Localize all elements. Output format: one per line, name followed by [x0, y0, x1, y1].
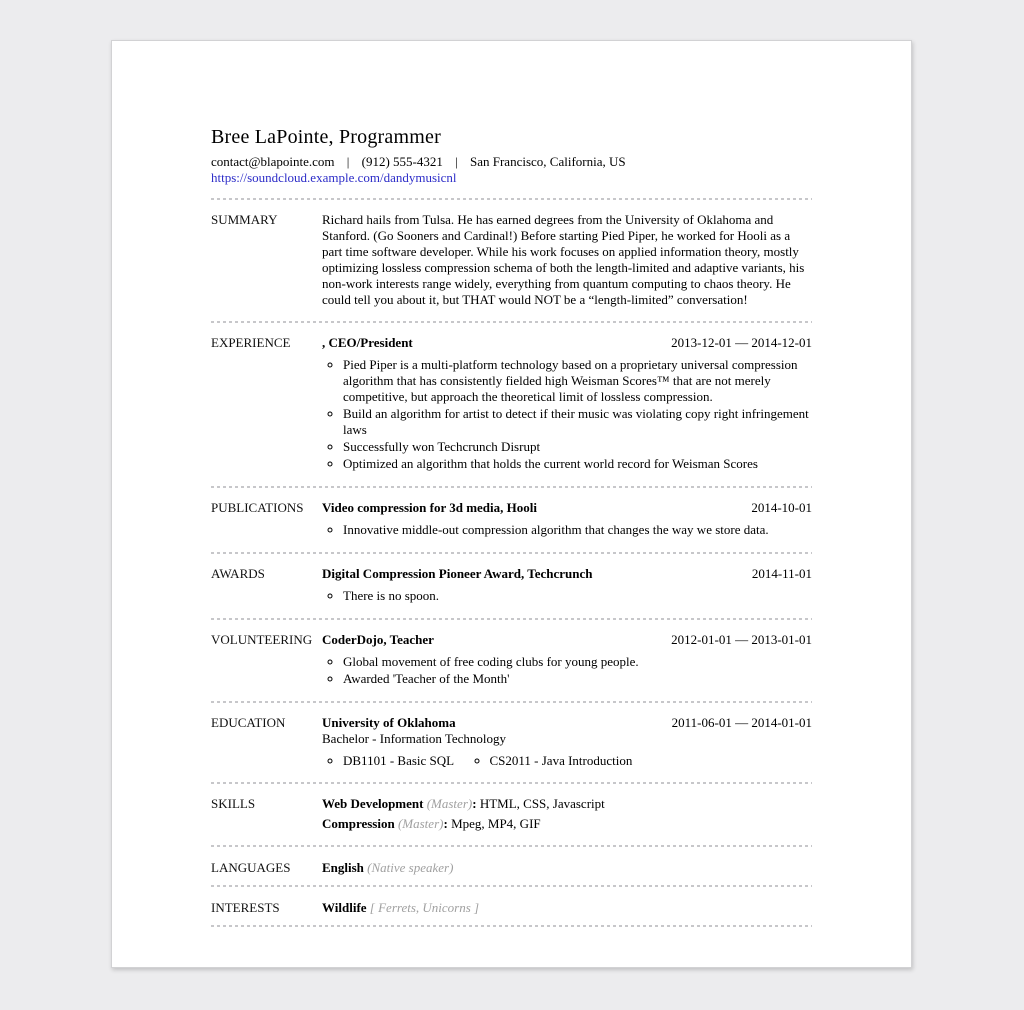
section-publications	[211, 488, 812, 552]
entry-head	[322, 632, 812, 648]
skill-keywords: Mpeg, MP4, GIF	[451, 816, 541, 831]
skill-colon: :	[472, 796, 477, 811]
interest-keywords: [ Ferrets, Unicorns ]	[369, 900, 480, 915]
section-label: SUMMARY	[211, 212, 278, 227]
skill-level: (Master)	[426, 796, 473, 811]
website-link[interactable]: https://soundcloud.example.com/dandymusicnl	[211, 170, 457, 185]
entry-date: 2012-01-01 — 2013-01-01	[671, 632, 812, 647]
course-item: ◦ CS2011 - Java Introduction	[490, 753, 637, 769]
skill-colon: :	[443, 816, 448, 831]
skill-item	[322, 796, 812, 812]
resume-page	[111, 40, 912, 968]
section-label: VOLUNTEERING	[211, 632, 313, 647]
contact-separator: |	[346, 154, 350, 169]
entry-date: 2011-06-01 — 2014-01-01	[671, 715, 812, 730]
section-languages	[211, 847, 812, 885]
section-skills	[211, 784, 812, 845]
entry-date: 2014-10-01	[751, 500, 812, 515]
interest-name: Wildlife	[322, 900, 367, 915]
entry-title: University of Oklahoma	[322, 715, 456, 730]
skill-name: Web Development	[322, 796, 424, 811]
course-item: ◦ DB1101 - Basic SQL	[343, 753, 490, 769]
contact-email: contact@blapointe.com	[211, 154, 335, 169]
section-label: LANGUAGES	[211, 860, 291, 875]
resume-header	[211, 41, 812, 198]
section-summary	[211, 200, 812, 321]
section-divider	[211, 925, 812, 927]
section-awards	[211, 554, 812, 618]
page-title: Bree LaPointe, Programmer	[211, 126, 441, 148]
section-experience	[211, 323, 812, 486]
section-label: SKILLS	[211, 796, 256, 811]
section-education	[211, 703, 812, 782]
website-line	[211, 170, 812, 186]
language-item	[322, 860, 812, 876]
section-label: INTERESTS	[211, 900, 280, 915]
entry-head	[322, 715, 812, 731]
contact-line	[211, 154, 812, 170]
skill-name: Compression	[322, 816, 395, 831]
contact-location: San Francisco, California, US	[469, 154, 626, 169]
interest-item	[322, 900, 812, 916]
course-list	[322, 753, 636, 769]
entry-head	[322, 500, 812, 516]
section-label: PUBLICATIONS	[211, 500, 304, 515]
entry-title: , CEO/President	[322, 335, 413, 350]
entry-title: CoderDojo, Teacher	[322, 632, 434, 647]
bullet-list	[322, 522, 812, 538]
degree-line: Bachelor - Information Technology	[322, 731, 507, 746]
bullet-list	[322, 654, 812, 687]
language-level: (Native speaker)	[367, 860, 454, 875]
entry-head	[322, 566, 812, 582]
entry-title: Video compression for 3d media, Hooli	[322, 500, 537, 515]
bullet-item: ◦ Innovative middle-out compression algorithm that changes the way we store data.	[343, 522, 812, 538]
bullet-item: ◦ Build an algorithm for artist to detect if their music was violating copy right infringement laws	[343, 406, 812, 438]
skill-item	[322, 816, 812, 832]
summary-text: Richard hails from Tulsa. He has earned degrees from the University of Oklahoma and Stanford. (Go Sooners and Cardinal!) Before starting Pied Piper, he worked for Hooli as a part time software developer. While his work focuses on applied information theory, mostly optimizing lossless compression schema of both the length-limited and adaptive variants, his non-work interests range widely, everything from quantum computing to chaos theory. He could tell you about it, but THAT would NOT be a “length-limited” conversation!	[322, 212, 805, 307]
bullet-list	[322, 357, 812, 472]
entry-date: 2013-12-01 — 2014-12-01	[671, 335, 812, 350]
skill-keywords: HTML, CSS, Javascript	[479, 796, 605, 811]
section-label: AWARDS	[211, 566, 265, 581]
language-name: English	[322, 860, 364, 875]
contact-separator: |	[455, 154, 458, 169]
bullet-list	[322, 588, 812, 604]
bullet-item: ◦ There is no spoon.	[343, 588, 812, 604]
bullet-item: ◦ Successfully won Techcrunch Disrupt	[343, 439, 812, 455]
entry-date: 2014-11-01	[751, 566, 812, 581]
entry-head	[322, 335, 812, 351]
bullet-item: ◦ Pied Piper is a multi-platform technology based on a proprietary universal compression algorithm that has consistently fielded high Weisman Scores™ that are not merely competitive, but approach the theoretical limit of lossless compression.	[343, 357, 812, 405]
skill-level: (Master)	[397, 816, 444, 831]
bullet-item: ◦ Optimized an algorithm that holds the current world record for Weisman Scores	[343, 456, 812, 472]
entry-title: Digital Compression Pioneer Award, Techcrunch	[322, 566, 593, 581]
section-interests	[211, 887, 812, 925]
contact-phone: (912) 555-4321	[361, 154, 443, 169]
bullet-item: ◦ Awarded 'Teacher of the Month'	[343, 671, 812, 687]
section-volunteering	[211, 620, 812, 701]
bullet-item: ◦ Global movement of free coding clubs for young people.	[343, 654, 812, 670]
section-label: EXPERIENCE	[211, 335, 291, 350]
section-label: EDUCATION	[211, 715, 286, 730]
